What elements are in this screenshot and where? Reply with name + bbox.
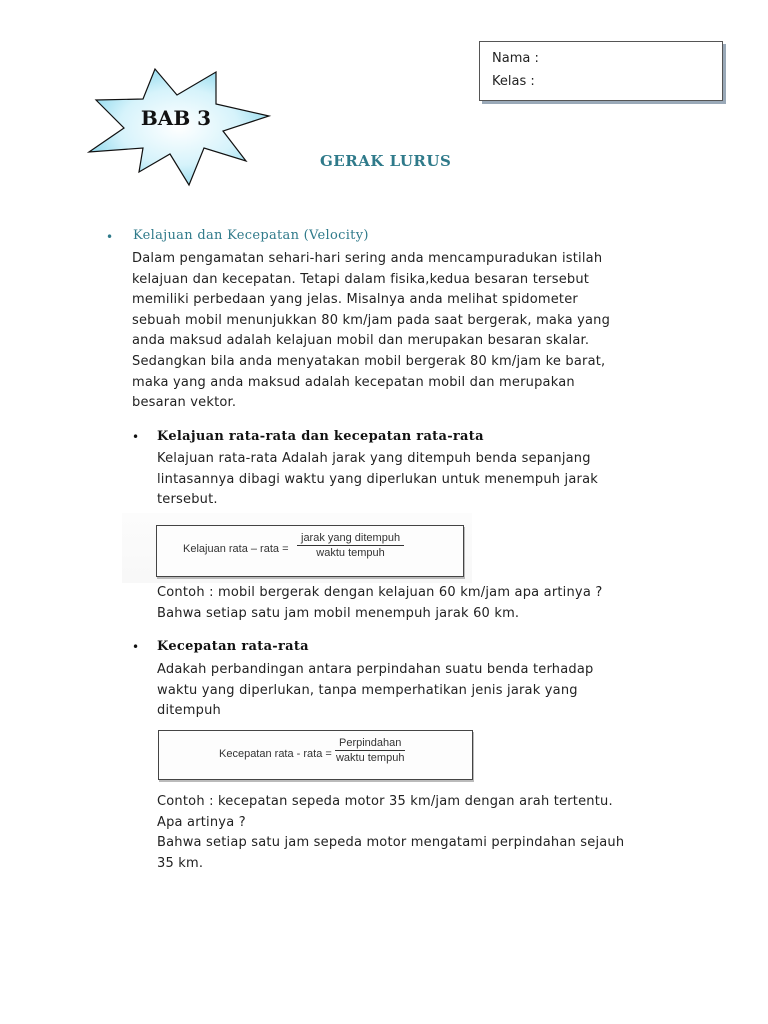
text-line: tersebut. — [157, 492, 218, 508]
class-label: Kelas : — [492, 74, 535, 89]
formula-average-velocity — [158, 730, 473, 780]
formula-average-speed — [156, 525, 464, 577]
formula-denominator: waktu tempuh — [316, 547, 385, 559]
formula-lhs: Kelajuan rata – rata = — [183, 543, 289, 555]
text-line: lintasannya dibagi waktu yang diperlukan untuk menempuh jarak — [157, 471, 598, 487]
bullet-marker: • — [132, 640, 140, 654]
text-line: 35 km. — [157, 855, 204, 871]
formula-numerator: jarak yang ditempuh — [297, 532, 404, 546]
text-line: besaran vektor. — [132, 395, 237, 411]
name-label: Nama : — [492, 51, 539, 66]
text-line: kelajuan dan kecepatan. Tetapi dalam fisika,kedua besaran tersebut — [132, 271, 590, 287]
chapter-label: BAB 3 — [140, 106, 212, 130]
text-line: maka yang anda maksud adalah kecepatan mobil dan merupakan — [132, 374, 575, 390]
formula-numerator: Perpindahan — [335, 737, 405, 751]
example-average-velocity — [157, 792, 658, 874]
text-line: ditempuh — [157, 703, 221, 719]
text-line: Bahwa setiap satu jam sepeda motor mengatami perpindahan sejauh — [157, 835, 625, 851]
page-title: GERAK LURUS — [320, 152, 452, 170]
text-line: anda maksud adalah kelajuan mobil dan merupakan besaran skalar. — [132, 333, 590, 349]
section-paragraph-average-velocity — [157, 660, 658, 722]
text-line: memiliki perbedaan yang jelas. Misalnya anda melihat spidometer — [132, 292, 578, 308]
formula-denominator: waktu tempuh — [335, 752, 405, 764]
bullet-marker: • — [132, 430, 140, 444]
formula-fraction — [297, 532, 404, 559]
section-heading-average-velocity: Kecepatan rata-rata — [157, 639, 309, 654]
formula-lhs: Kecepatan rata - rata = — [219, 748, 332, 760]
student-info-box — [479, 41, 723, 101]
text-line: sebuah mobil menunjukkan 80 km/jam pada saat bergerak, maka yang — [132, 312, 611, 328]
text-line: Kelajuan rata-rata Adalah jarak yang ditempuh benda sepanjang — [157, 451, 591, 466]
formula-fraction — [335, 737, 405, 764]
section-heading-velocity: Kelajuan dan Kecepatan (Velocity) — [133, 228, 369, 243]
text-line: Contoh : mobil bergerak dengan kelajuan 60 km/jam apa artinya ? — [157, 585, 603, 600]
section-paragraph-average-speed — [157, 449, 658, 511]
text-line: Adakah perbandingan antara perpindahan suatu benda terhadap — [157, 662, 594, 677]
text-line: Dalam pengamatan sehari-hari sering anda mencampuradukan istilah — [132, 251, 603, 266]
text-line: Contoh : kecepatan sepeda motor 35 km/jam dengan arah tertentu. — [157, 794, 613, 809]
text-line: Apa artinya ? — [157, 814, 246, 830]
text-line: waktu yang diperlukan, tanpa memperhatikan jenis jarak yang — [157, 682, 578, 698]
section-paragraph-velocity — [132, 249, 658, 414]
bullet-marker: • — [106, 230, 114, 244]
chapter-star-badge — [86, 66, 272, 188]
example-average-speed — [157, 583, 677, 624]
text-line: Sedangkan bila anda menyatakan mobil bergerak 80 km/jam ke barat, — [132, 353, 606, 369]
text-line: Bahwa setiap satu jam mobil menempuh jarak 60 km. — [157, 605, 520, 621]
section-heading-average-speed: Kelajuan rata-rata dan kecepatan rata-rata — [157, 429, 484, 444]
